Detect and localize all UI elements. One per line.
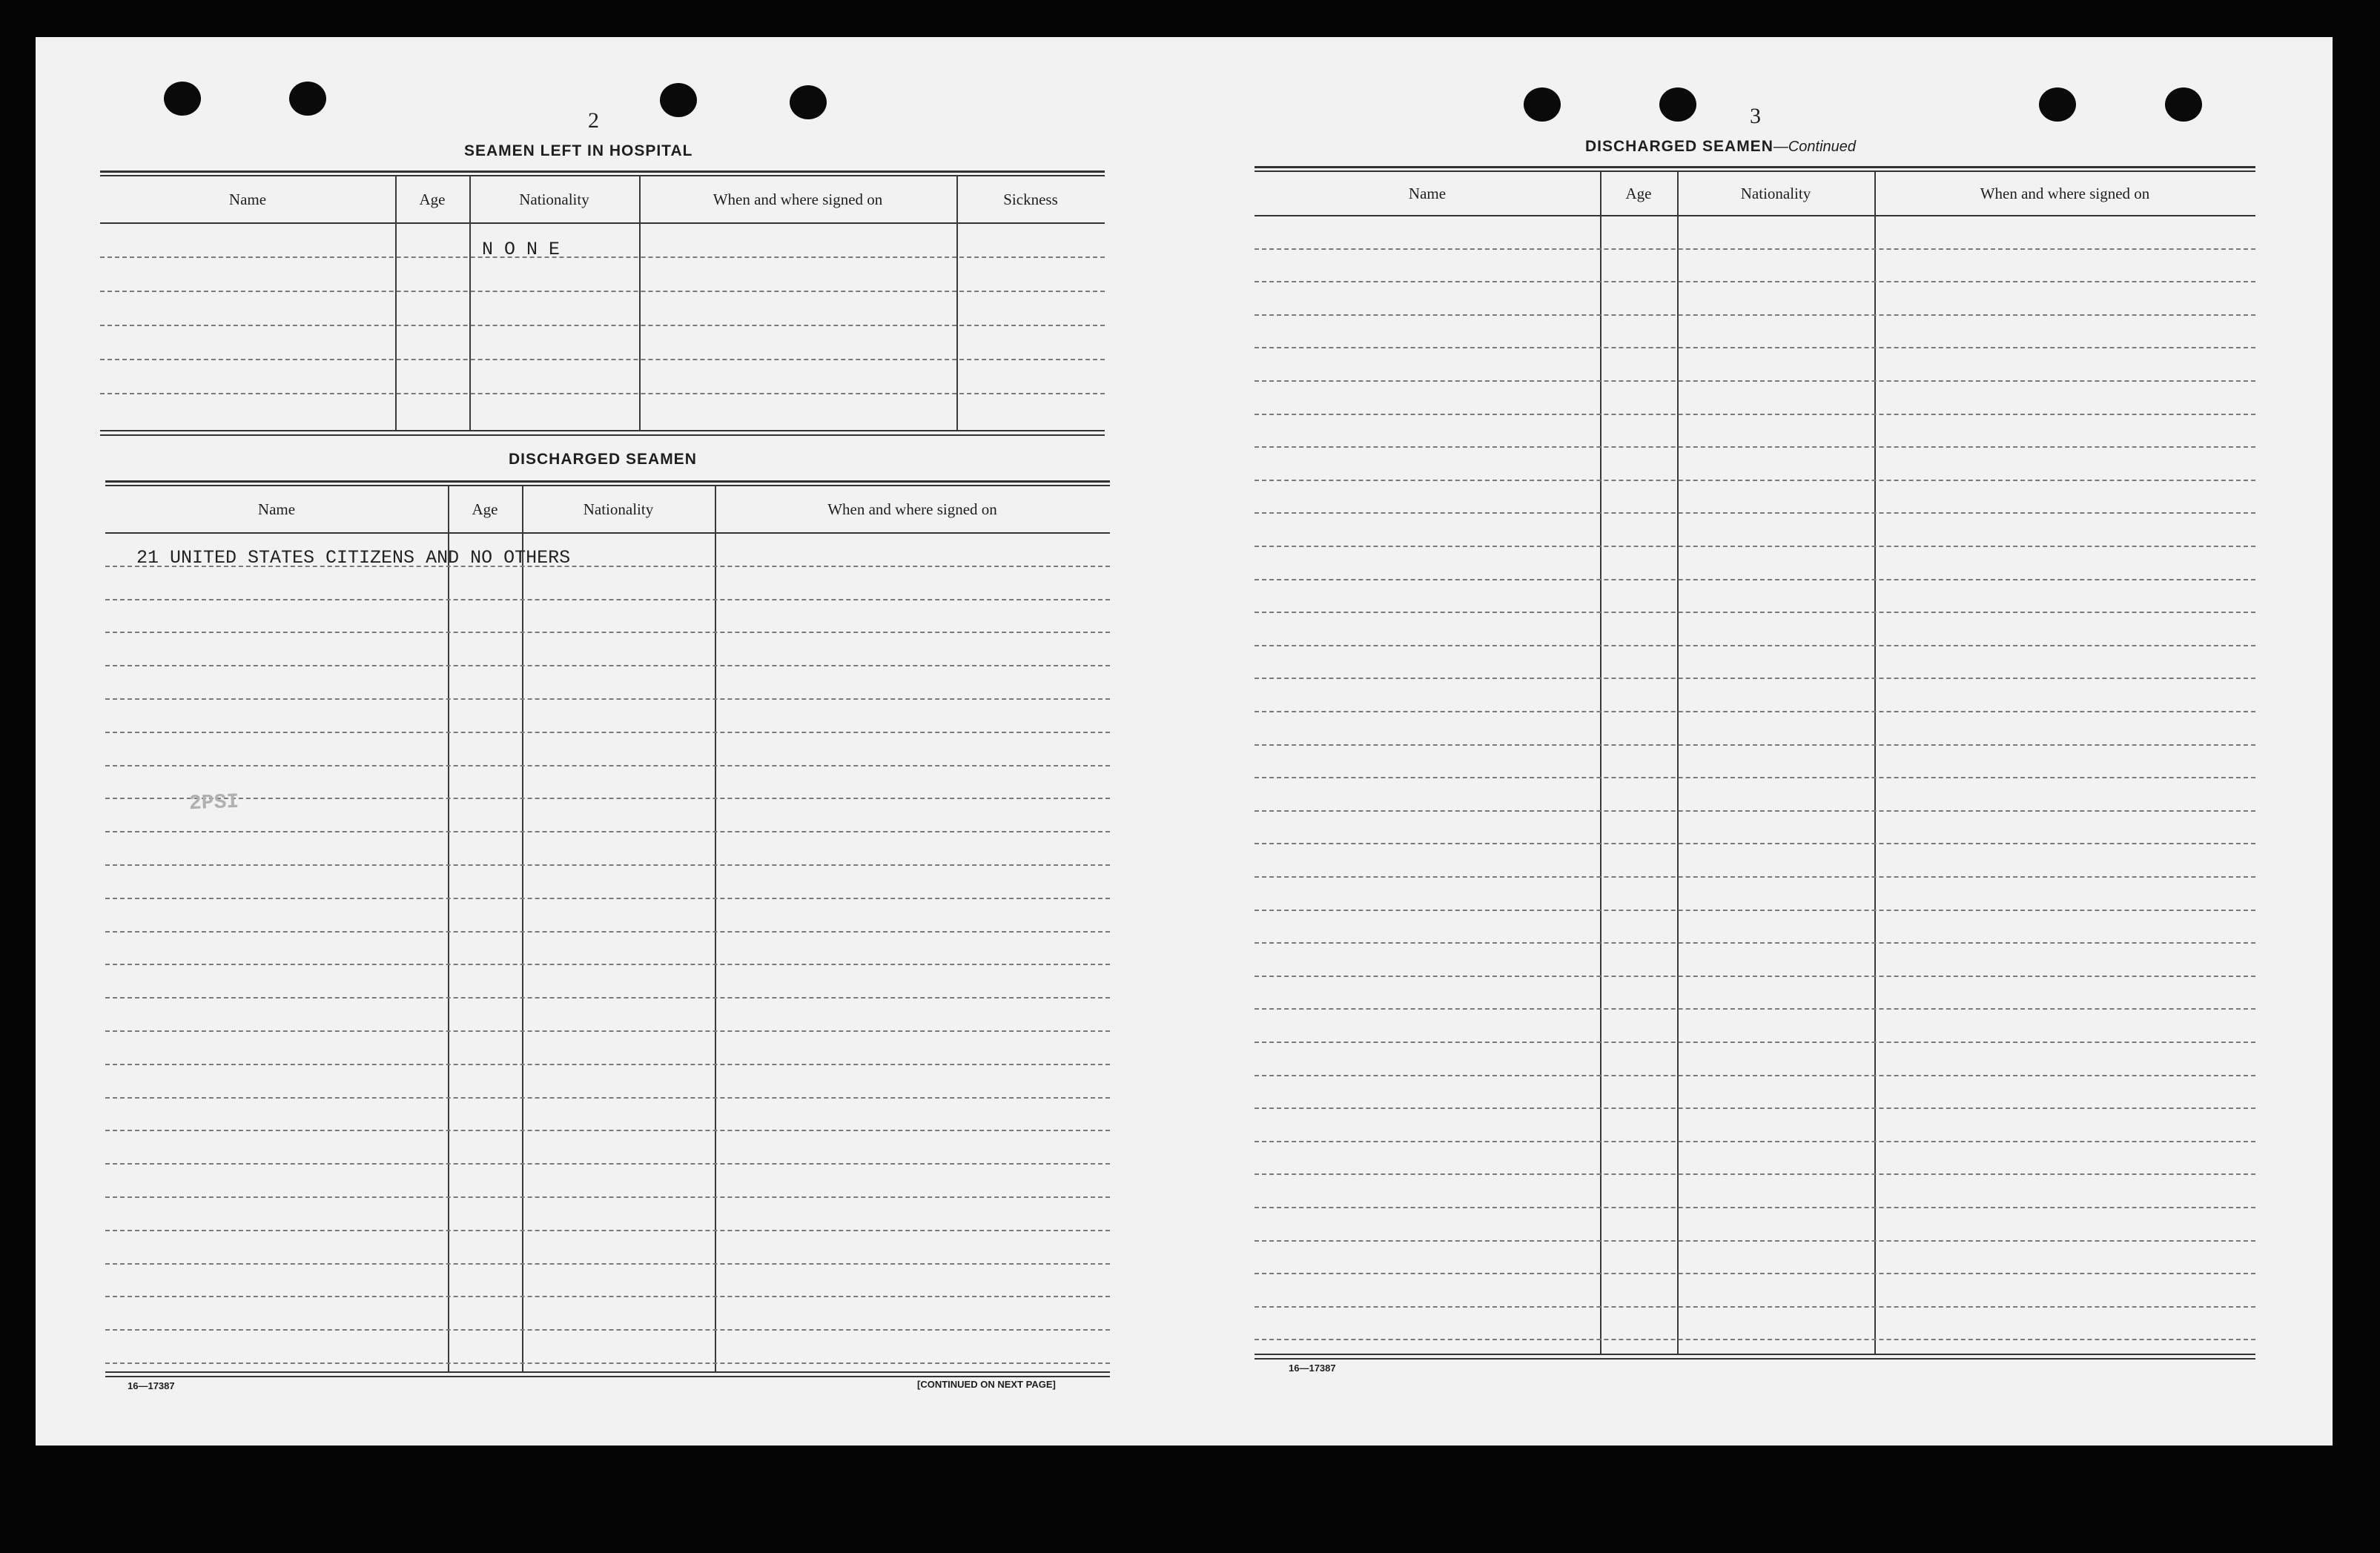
section-title-hospital: SEAMEN LEFT IN HOSPITAL	[464, 142, 693, 159]
column-divider	[639, 176, 641, 430]
column-divider	[1600, 172, 1601, 1354]
table-row-line	[105, 1296, 1110, 1297]
table-row-line	[1255, 645, 2255, 646]
table-top-rule	[105, 485, 1110, 486]
table-row-line	[105, 765, 1110, 766]
table-row-line	[105, 1196, 1110, 1198]
table-row-line	[1255, 876, 2255, 878]
table-row-line	[105, 632, 1110, 633]
header-rule	[105, 532, 1110, 534]
punch-hole	[790, 85, 827, 119]
table-row-line	[1255, 1042, 2255, 1043]
table-row-line	[100, 359, 1105, 360]
table-top-rule	[1255, 170, 2255, 172]
table-row-line	[1255, 579, 2255, 580]
table-row-line	[1255, 380, 2255, 382]
punch-hole	[289, 82, 326, 116]
column-divider	[448, 486, 449, 1371]
table-row-line	[100, 393, 1105, 394]
form-number: 16—17387	[128, 1380, 175, 1391]
table-top-rule	[1255, 166, 2255, 168]
table-row-line	[105, 931, 1110, 933]
table-row-line	[105, 1362, 1110, 1364]
table-row-line	[105, 964, 1110, 965]
table-row-line	[105, 798, 1110, 799]
column-header: When and where signed on	[827, 500, 997, 518]
faint-stamp: 2PSI	[188, 790, 239, 816]
form-number: 16—17387	[1289, 1362, 1336, 1374]
table-top-rule	[100, 170, 1105, 173]
table-row-line	[1255, 976, 2255, 977]
title-suffix: —Continued	[1773, 139, 1857, 155]
table-row-line	[1255, 810, 2255, 812]
section-title-discharged: DISCHARGED SEAMEN	[509, 451, 697, 468]
punch-hole	[660, 83, 697, 117]
column-header: Age	[419, 191, 446, 208]
table-row-line	[105, 1030, 1110, 1032]
table-row-line	[105, 1163, 1110, 1165]
section-title-discharged-continued	[1585, 138, 1856, 156]
header-rule	[1255, 215, 2255, 216]
table-row-line	[1255, 248, 2255, 250]
table-row-line	[1255, 446, 2255, 448]
column-header: Nationality	[519, 191, 589, 208]
table-row-line	[105, 1329, 1110, 1331]
column-divider	[715, 486, 716, 1371]
table-row-line	[1255, 1075, 2255, 1076]
punch-hole	[1524, 87, 1561, 122]
header-rule	[100, 222, 1105, 224]
table-row-line	[1255, 1141, 2255, 1142]
table-row-line	[105, 1064, 1110, 1065]
discharged-entry: 21 UNITED STATES CITIZENS AND NO OTHERS	[136, 547, 571, 569]
column-divider	[956, 176, 958, 430]
continued-note: [CONTINUED ON NEXT PAGE]	[917, 1379, 1056, 1390]
punch-hole	[164, 82, 201, 116]
table-row-line	[1255, 1008, 2255, 1010]
table-row-line	[105, 1230, 1110, 1231]
discharged-continued-table	[1255, 166, 2255, 1354]
table-row-line	[1255, 512, 2255, 514]
table-row-line	[1255, 1173, 2255, 1175]
table-row-line	[105, 599, 1110, 600]
table-row-line	[105, 1097, 1110, 1099]
hospital-table	[100, 170, 1105, 430]
table-row-line	[1255, 843, 2255, 844]
table-row-line	[1255, 744, 2255, 746]
hospital-entry: N O N E	[482, 239, 561, 260]
table-top-rule	[100, 175, 1105, 176]
table-row-line	[105, 732, 1110, 733]
table-row-line	[1255, 711, 2255, 712]
table-row-line	[1255, 1240, 2255, 1242]
column-header: Name	[228, 191, 267, 208]
column-divider	[1874, 172, 1876, 1354]
column-header: Nationality	[1740, 185, 1811, 202]
table-row-line	[1255, 910, 2255, 911]
page-number: 2	[588, 108, 599, 133]
column-divider	[395, 176, 397, 430]
column-divider	[522, 486, 523, 1371]
column-header: Name	[1408, 185, 1447, 202]
table-row-line	[1255, 1306, 2255, 1308]
table-top-rule	[105, 480, 1110, 483]
table-bottom-rule	[100, 430, 1105, 431]
column-header: When and where signed on	[713, 191, 883, 208]
table-row-line	[105, 698, 1110, 700]
punch-hole	[1659, 87, 1696, 122]
column-header: Age	[472, 500, 498, 518]
table-bottom-rule	[105, 1376, 1110, 1377]
table-row-line	[105, 831, 1110, 832]
table-row-line	[1255, 678, 2255, 679]
table-row-line	[105, 1130, 1110, 1131]
table-bottom-rule	[1255, 1358, 2255, 1360]
column-header: Sickness	[1003, 191, 1058, 208]
table-row-line	[100, 291, 1105, 292]
table-row-line	[1255, 546, 2255, 547]
table-row-line	[105, 1263, 1110, 1265]
table-row-line	[105, 665, 1110, 666]
table-row-line	[1255, 1207, 2255, 1208]
table-row-line	[1255, 1339, 2255, 1340]
table-row-line	[1255, 1107, 2255, 1109]
discharged-table	[105, 480, 1110, 1371]
table-bottom-rule	[1255, 1354, 2255, 1355]
column-divider	[1677, 172, 1679, 1354]
table-row-line	[105, 864, 1110, 866]
table-row-line	[1255, 1273, 2255, 1274]
table-bottom-rule	[100, 434, 1105, 436]
title-text: DISCHARGED SEAMEN	[1585, 138, 1774, 155]
table-row-line	[1255, 314, 2255, 316]
column-divider	[469, 176, 471, 430]
table-row-line	[1255, 612, 2255, 613]
table-row-line	[1255, 480, 2255, 481]
table-row-line	[100, 256, 1105, 258]
column-header: Name	[257, 500, 296, 518]
table-bottom-rule	[105, 1371, 1110, 1373]
table-row-line	[1255, 777, 2255, 778]
table-row-line	[105, 898, 1110, 899]
column-header: When and where signed on	[1980, 185, 2150, 202]
punch-hole	[2039, 87, 2076, 122]
page-number: 3	[1750, 104, 1761, 128]
table-row-line	[1255, 414, 2255, 415]
table-row-line	[1255, 942, 2255, 944]
table-row-line	[1255, 347, 2255, 348]
punch-hole	[2165, 87, 2202, 122]
column-header: Age	[1625, 185, 1652, 202]
table-row-line	[1255, 281, 2255, 282]
table-row-line	[105, 997, 1110, 999]
table-row-line	[100, 325, 1105, 326]
column-header: Nationality	[583, 500, 654, 518]
